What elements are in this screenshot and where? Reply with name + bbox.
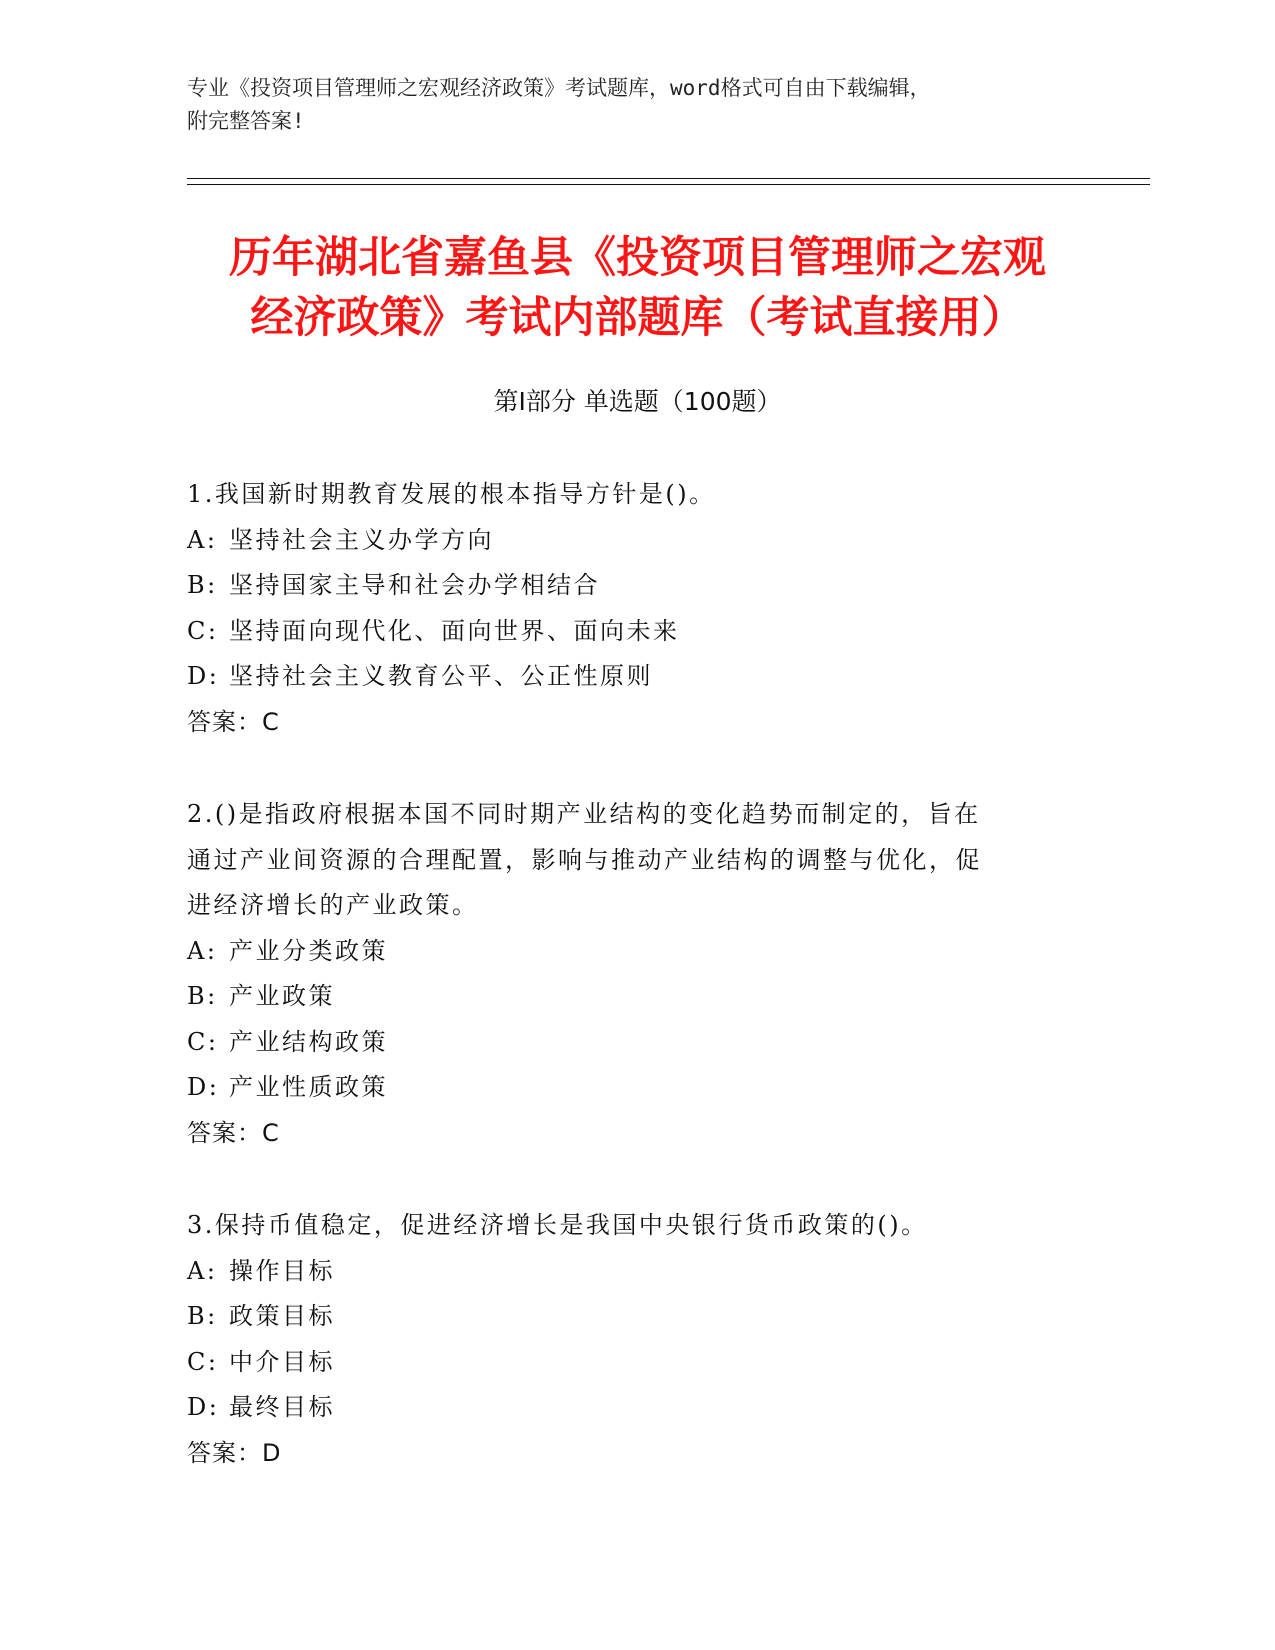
option-text: 最终目标: [229, 1393, 335, 1421]
question-2: [187, 792, 1067, 1156]
option-d: [187, 1385, 1067, 1431]
question-1: [187, 472, 1067, 745]
option-text: 坚持社会主义办学方向: [229, 525, 494, 554]
option-d: [187, 654, 1067, 700]
document-title-line-1: 历年湖北省嘉鱼县《投资项目管理师之宏观: [229, 233, 1046, 283]
option-c: [187, 1020, 1067, 1066]
document-title: [190, 228, 1085, 348]
option-c: [187, 609, 1067, 655]
header-note-line-2: 附完整答案!: [187, 109, 305, 133]
header-note-line-1: 专业《投资项目管理师之宏观经济政策》考试题库，word格式可自由下载编辑，: [187, 76, 931, 100]
option-d: [187, 1065, 1067, 1111]
question-stem-line: 进经济增长的产业政策。: [187, 891, 479, 919]
option-b: [187, 1294, 1067, 1340]
option-letter: C:: [187, 1027, 219, 1056]
section-title: 第Ⅰ部分 单选题（100题）: [493, 387, 782, 416]
option-text: 坚持社会主义教育公平、公正性原则: [229, 662, 653, 690]
question-spacer: [187, 745, 1067, 792]
option-b: [187, 974, 1067, 1020]
question-3: [187, 1203, 1067, 1476]
question-stem-line: 2.()是指政府根据本国不同时期产业结构的变化趋势而制定的，旨在: [187, 800, 981, 828]
option-text: 坚持国家主导和社会办学相结合: [229, 571, 600, 599]
option-letter: B:: [187, 982, 218, 1010]
option-c: [187, 1340, 1067, 1386]
option-letter: D:: [187, 662, 220, 690]
option-letter: B:: [187, 571, 218, 599]
option-letter: D:: [187, 1393, 220, 1421]
header-rule-top: [187, 178, 1150, 179]
option-text: 坚持面向现代化、面向世界、面向未来: [229, 616, 680, 645]
option-a: [187, 1249, 1067, 1295]
option-text: 产业分类政策: [229, 936, 388, 965]
question-stem-line: 3.保持币值稳定，促进经济增长是我国中央银行货币政策的()。: [187, 1211, 928, 1239]
option-text: 产业性质政策: [229, 1073, 388, 1101]
answer: 答案：C: [187, 1118, 280, 1147]
option-text: 产业政策: [229, 982, 335, 1010]
option-letter: A:: [187, 525, 218, 554]
option-letter: B:: [187, 1302, 218, 1330]
option-text: 产业结构政策: [229, 1027, 388, 1056]
header-rule-bottom: [187, 184, 1150, 185]
option-letter: A:: [187, 936, 218, 965]
answer: 答案：C: [187, 707, 280, 736]
option-text: 操作目标: [229, 1256, 335, 1285]
question-stem-line: 1.我国新时期教育发展的根本指导方针是()。: [187, 480, 716, 508]
question-spacer: [187, 1156, 1067, 1203]
option-b: [187, 563, 1067, 609]
option-a: [187, 929, 1067, 975]
answer: 答案：D: [187, 1438, 282, 1467]
option-a: [187, 518, 1067, 564]
option-letter: D:: [187, 1073, 220, 1101]
header-note: [187, 72, 1067, 138]
option-letter: A:: [187, 1256, 218, 1285]
document-title-line-2: 经济政策》考试内部题库（考试直接用）: [250, 293, 1025, 343]
option-text: 政策目标: [229, 1302, 335, 1330]
question-stem-line: 通过产业间资源的合理配置，影响与推动产业结构的调整与优化，促: [187, 845, 982, 874]
question-list: [187, 472, 1067, 1476]
option-text: 中介目标: [229, 1347, 335, 1376]
option-letter: C:: [187, 1347, 219, 1376]
option-letter: C:: [187, 616, 219, 645]
